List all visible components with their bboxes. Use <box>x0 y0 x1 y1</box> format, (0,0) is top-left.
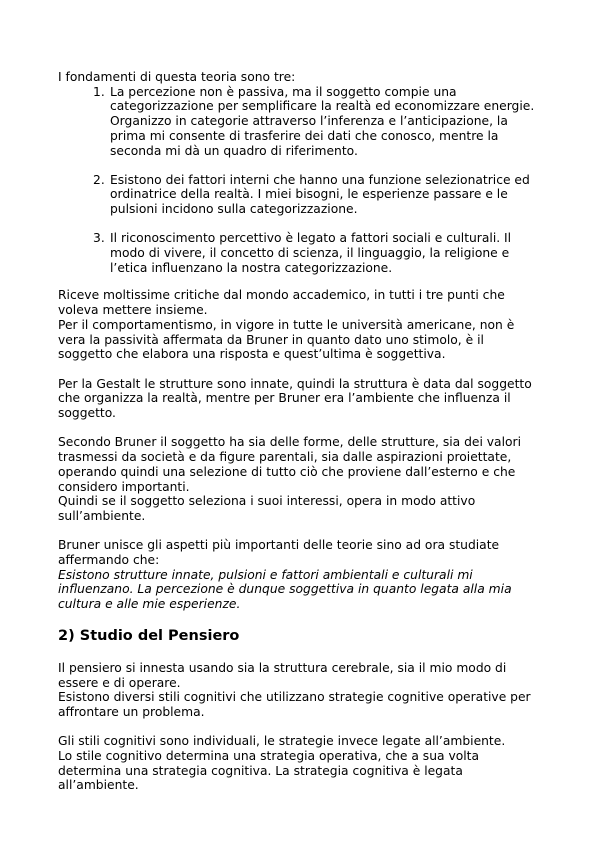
list-item-text: Il riconoscimento percettivo è legato a fattori sociali e culturali. Il modo di vivere, il concetto di scienza, il linguaggio, la religione e l’etica influenzano la nostra categorizzazione. <box>110 231 512 275</box>
list-item <box>58 173 542 217</box>
paragraph-active-selection: Quindi se il soggetto seleziona i suoi interessi, opera in modo attivo sull’ambiente. <box>58 494 476 523</box>
paragraph-italic-conclusion: Esistono strutture innate, pulsioni e fattori ambientali e culturali mi influenzano. La percezione è dunque soggettiva in quanto legata alla mia cultura e alle mie esperienze. <box>58 567 512 612</box>
list-item <box>58 85 542 159</box>
list-number: 2. <box>93 172 105 187</box>
paragraph-criticism: Riceve moltissime critiche dal mondo accademico, in tutti i tre punti che voleva mettere insieme. <box>58 288 505 318</box>
list-item <box>58 231 542 275</box>
theory-foundations-list <box>58 85 542 276</box>
document-page <box>58 70 542 793</box>
paragraph-cognitive-styles: Esistono diversi stili cognitivi che utilizzano strategie cognitive operative per affrontare un problema. <box>58 690 531 719</box>
list-number: 3. <box>93 231 105 246</box>
list-number: 1. <box>93 84 105 99</box>
paragraph-bruner-unites: Bruner unisce gli aspetti più importanti delle teorie sino ad ora studiate affermando che: <box>58 538 500 568</box>
paragraph-bruner-subject: Secondo Bruner il soggetto ha sia delle forme, delle strutture, sia dei valori trasmessi da società e da figure parentali, sia dalle aspirazioni proiettate, operando quindi una selezione di tutto ciò che proviene dall’esterno e che considero importanti. <box>58 435 522 494</box>
list-item-text: Esistono dei fattori interni che hanno una funzione selezionatrice ed ordinatrice della realtà. I miei bisogni, le esperienze passare e le pulsioni incidono sulla categorizzazione. <box>110 172 530 217</box>
section-heading: 2) Studio del Pensiero <box>58 627 240 644</box>
paragraph-individual-styles: Gli stili cognitivi sono individuali, le strategie invece legate all’ambiente. <box>58 734 506 749</box>
paragraph-gestalt: Per la Gestalt le strutture sono innate, quindi la struttura è data dal soggetto che organizza la realtà, mentre per Bruner era l’ambiente che influenza il soggetto. <box>58 376 532 421</box>
paragraph-behaviorism: Per il comportamentismo, in vigore in tutte le università americane, non è vera la passività affermata da Bruner in quanto dato uno stimolo, è il soggetto che elabora una risposta e quest’ultima è soggettiva. <box>58 317 515 362</box>
paragraph-thought: Il pensiero si innesta usando sia la struttura cerebrale, sia il mio modo di essere e di operare. <box>58 660 507 690</box>
intro-text: I fondamenti di questa teoria sono tre: <box>58 70 296 84</box>
paragraph-strategy: Lo stile cognitivo determina una strategia operativa, che a sua volta determina una strategia cognitiva. La strategia cognitiva è legata all’ambiente. <box>58 749 480 793</box>
list-item-text: La percezione non è passiva, ma il soggetto compie una categorizzazione per semplificare la realtà ed economizzare energie. Organizzo in categorie attraverso l’inferenza e l’anticipazione, la prima mi consente di trasferire dei dati che conosco, mentre la seconda mi dà un quadro di riferimento. <box>110 84 535 158</box>
